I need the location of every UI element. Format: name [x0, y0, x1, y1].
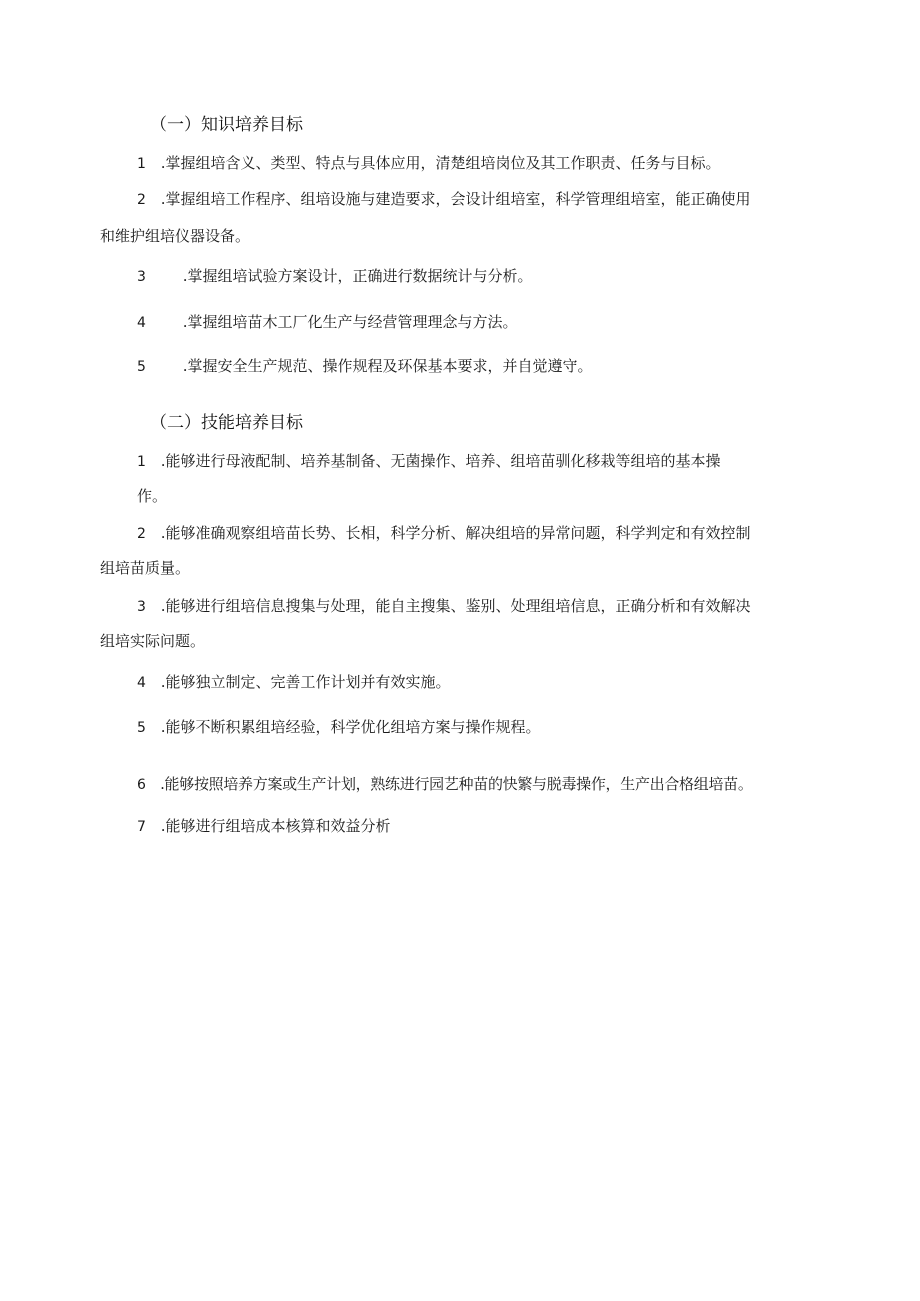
item-text: .掌握组培含义、类型、特点与具体应用，清楚组培岗位及其工作职责、任务与目标。 — [160, 154, 721, 172]
item-number: 6 — [137, 777, 146, 793]
list-item — [137, 450, 720, 473]
item-continuation: 作。 — [137, 487, 168, 505]
list-item — [137, 188, 750, 211]
item-text: .能够按照培养方案或生产计划，熟练进行园艺种苗的快繁与脱毒操作，生产出合格组培苗。 — [160, 775, 753, 793]
list-item — [137, 152, 720, 175]
item-text: .能够进行组培成本核算和效益分析 — [160, 817, 391, 835]
list-item — [137, 595, 750, 618]
item-number: 1 — [137, 454, 146, 470]
item-number: 1 — [137, 156, 146, 172]
item-text: .掌握组培试验方案设计，正确进行数据统计与分析。 — [182, 267, 533, 285]
item-continuation: 组培实际问题。 — [100, 632, 206, 650]
item-continuation: 和维护组培仪器设备。 — [100, 227, 251, 245]
item-text: .掌握安全生产规范、操作规程及环保基本要求，并自觉遵守。 — [182, 357, 593, 375]
section-heading-knowledge: （一）知识培养目标 — [150, 115, 303, 135]
item-number: 5 — [137, 359, 146, 375]
item-text: .掌握组培工作程序、组培设施与建造要求，会设计组培室，科学管理组培室，能正确使用 — [160, 190, 751, 208]
item-number: 3 — [137, 269, 146, 285]
list-item — [137, 265, 532, 288]
item-text: .能够不断积累组培经验，科学优化组培方案与操作规程。 — [160, 718, 541, 736]
item-number: 3 — [137, 599, 146, 615]
list-item — [137, 355, 592, 378]
list-item — [137, 815, 390, 838]
item-continuation: 组培苗质量。 — [100, 559, 191, 577]
list-item — [137, 716, 540, 739]
item-number: 2 — [137, 526, 146, 542]
item-text: .能够进行母液配制、培养基制备、无菌操作、培养、组培苗驯化移栽等组培的基本操 — [160, 452, 721, 470]
list-item — [137, 773, 753, 796]
list-item — [137, 522, 750, 545]
list-item — [137, 311, 517, 334]
item-number: 4 — [137, 675, 146, 691]
item-text: .能够独立制定、完善工作计划并有效实施。 — [160, 673, 451, 691]
item-number: 4 — [137, 315, 146, 331]
item-number: 7 — [137, 819, 146, 835]
item-text: .能够进行组培信息搜集与处理，能自主搜集、鉴别、处理组培信息，正确分析和有效解决 — [160, 597, 751, 615]
item-number: 2 — [137, 192, 146, 208]
section-heading-skills: （二）技能培养目标 — [150, 413, 303, 433]
item-number: 5 — [137, 720, 146, 736]
item-text: .能够准确观察组培苗长势、长相，科学分析、解决组培的异常问题，科学判定和有效控制 — [160, 524, 751, 542]
list-item — [137, 671, 450, 694]
item-text: .掌握组培苗木工厂化生产与经营管理理念与方法。 — [182, 313, 518, 331]
